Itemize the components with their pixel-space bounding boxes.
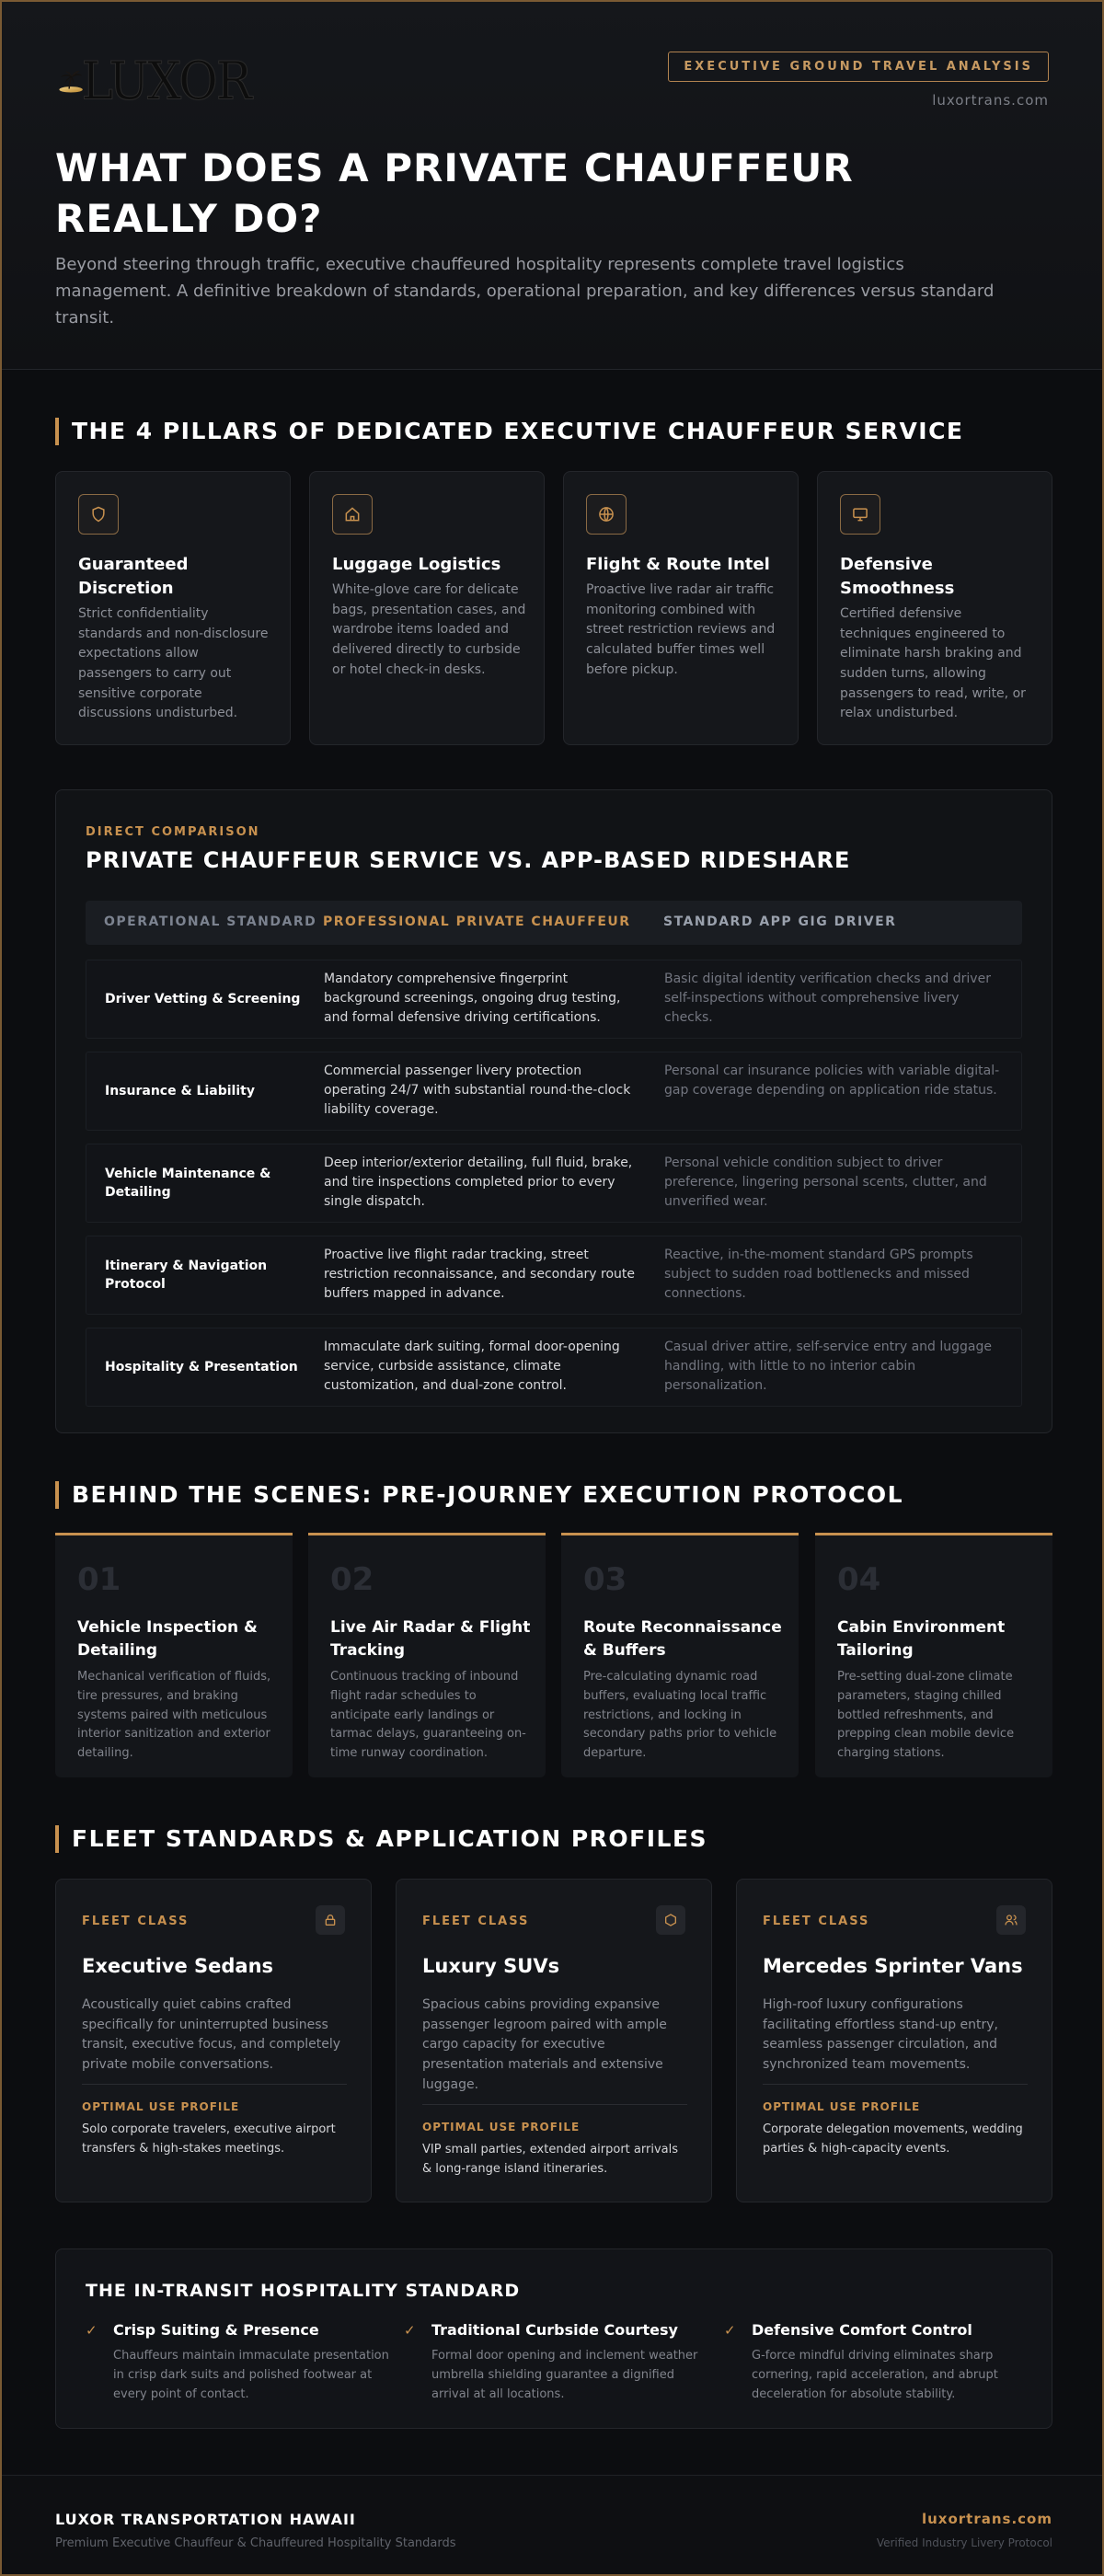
table-row	[86, 1144, 1022, 1223]
fleet-class-label: FLEET CLASS	[82, 1915, 190, 1928]
shield-icon	[78, 494, 119, 535]
pillar-title: Guaranteed Discretion	[78, 555, 189, 599]
fleet-divider	[763, 2084, 1028, 2085]
fleet-desc: Acoustically quiet cabins crafted specifically for uninterrupted business transit, executive focus, and completely private mobile conversations.	[82, 1997, 341, 2073]
step-title: Vehicle Inspection & Detailing	[77, 1618, 258, 1660]
row-standard: Insurance & Liability	[105, 1084, 255, 1098]
step-number: 04	[837, 1561, 881, 1598]
pillar-card-smoothness	[817, 471, 1052, 745]
step-desc: Pre-setting dual-zone climate parameters, staging chilled bottled refreshments, and prepping clean mobile device charging stations.	[837, 1670, 1015, 1761]
pillar-title: Defensive Smoothness	[840, 555, 955, 599]
pillar-card-flight-intel	[563, 471, 799, 745]
table-row	[86, 1328, 1022, 1407]
pillar-desc: Certified defensive techniques engineered to eliminate harsh braking and sudden turns, allowing passengers to read, write, or relax undisturbed.	[840, 606, 1026, 721]
footer-brand: LUXOR TRANSPORTATION HAWAII	[55, 2511, 356, 2528]
protocol-step-2	[308, 1533, 546, 1777]
table-row	[86, 1052, 1022, 1131]
step-desc: Mechanical verification of fluids, tire pressures, and braking systems paired with meticulous interior sanitization and exterior detailing.	[77, 1670, 271, 1761]
check-icon: ✓	[404, 2322, 416, 2339]
fleet-desc: Spacious cabins providing expansive passenger legroom paired with ample cargo capacity for executive presentation materials and extensive luggage.	[422, 1997, 667, 2092]
fleet-title: Mercedes Sprinter Vans	[763, 1955, 1023, 1977]
row-chauffeur: Proactive live flight radar tracking, street restriction reconnaissance, and secondary route buffers mapped in advance.	[324, 1248, 636, 1301]
pillars-heading: THE 4 PILLARS OF DEDICATED EXECUTIVE CHAUFFEUR SERVICE	[55, 418, 964, 445]
footer-domain-link[interactable]: luxortrans.com	[921, 2511, 1052, 2527]
hospitality-item-title: Crisp Suiting & Presence	[113, 2321, 319, 2339]
comparison-title: PRIVATE CHAUFFEUR SERVICE VS. APP-BASED RIDESHARE	[86, 847, 851, 873]
fleet-use-label: OPTIMAL USE PROFILE	[763, 2100, 921, 2113]
hospitality-item-desc: Formal door opening and inclement weather umbrella shielding guarantee a dignified arrival at all locations.	[431, 2349, 698, 2401]
step-title: Cabin Environment Tailoring	[837, 1618, 1006, 1660]
header-chauffeur: PROFESSIONAL PRIVATE CHAUFFEUR	[323, 914, 631, 929]
hospitality-panel	[55, 2248, 1052, 2429]
step-number: 01	[77, 1561, 121, 1598]
row-standard: Driver Vetting & Screening	[105, 992, 301, 1006]
fleet-use-profile: Solo corporate travelers, executive airport transfers & high-stakes meetings.	[82, 2122, 336, 2156]
analysis-badge: EXECUTIVE GROUND TRAVEL ANALYSIS	[668, 52, 1049, 82]
fleet-use-profile: Corporate delegation movements, wedding parties & high-capacity events.	[763, 2122, 1023, 2156]
step-desc: Pre-calculating dynamic road buffers, evaluating local traffic restrictions, and locking in secondary paths prior to vehicle departure.	[583, 1670, 777, 1761]
check-icon: ✓	[86, 2322, 98, 2339]
row-chauffeur: Deep interior/exterior detailing, full fluid, brake, and tire inspections completed prior to every single dispatch.	[324, 1156, 633, 1209]
fleet-title: Luxury SUVs	[422, 1955, 560, 1977]
header-standard: OPERATIONAL STANDARD	[104, 914, 317, 929]
step-number: 02	[330, 1561, 374, 1598]
fleet-class-label: FLEET CLASS	[422, 1915, 530, 1928]
hospitality-item-title: Traditional Curbside Courtesy	[431, 2321, 678, 2339]
header-gig: STANDARD APP GIG DRIVER	[663, 914, 897, 929]
fleet-card-sedans	[55, 1879, 372, 2202]
protocol-step-1	[55, 1533, 293, 1777]
fleet-desc: High-roof luxury configurations facilitating effortless stand-up entry, seamless passenger circulation, and synchronized team movements.	[763, 1997, 998, 2073]
table-row	[86, 1236, 1022, 1315]
pillar-desc: White-glove care for delicate bags, presentation cases, and wardrobe items loaded and delivered directly to curbside or hotel check-in desks.	[332, 582, 526, 677]
fleet-use-profile: VIP small parties, extended airport arrivals & long-range island itineraries.	[422, 2143, 678, 2176]
fleet-class-label: FLEET CLASS	[763, 1915, 870, 1928]
pillar-desc: Proactive live radar air traffic monitoring combined with street restriction reviews and calculated buffer times well before pickup.	[586, 582, 776, 677]
table-row	[86, 960, 1022, 1039]
pillar-title: Luggage Logistics	[332, 555, 501, 574]
row-chauffeur: Mandatory comprehensive fingerprint background screenings, ongoing drug testing, and formal defensive driving certifications.	[324, 972, 621, 1025]
page-footer	[2, 2475, 1104, 2576]
check-icon: ✓	[724, 2322, 736, 2339]
comparison-table-header	[86, 901, 1022, 945]
lock-icon	[316, 1905, 345, 1935]
globe-icon	[586, 494, 627, 535]
row-gig: Reactive, in-the-moment standard GPS prompts subject to sudden road bottlenecks and missed connections.	[664, 1248, 973, 1301]
pillar-title: Flight & Route Intel	[586, 555, 770, 574]
row-standard: Vehicle Maintenance & Detailing	[105, 1167, 271, 1201]
step-desc: Continuous tracking of inbound flight radar schedules to anticipate early landings or tarmac delays, guaranteeing on-time runway coordination.	[330, 1670, 526, 1761]
fleet-title: Executive Sedans	[82, 1955, 274, 1977]
logo-wordmark: LUXOR	[81, 52, 250, 112]
row-gig: Personal vehicle condition subject to driver preference, lingering personal scents, clutter, and unverified wear.	[664, 1156, 987, 1209]
brand-logo[interactable]	[57, 50, 250, 114]
step-title: Live Air Radar & Flight Tracking	[330, 1618, 531, 1660]
row-chauffeur: Immaculate dark suiting, formal door-opening service, curbside assistance, climate customization, and dual-zone control.	[324, 1340, 620, 1393]
hexagon-icon	[656, 1905, 685, 1935]
step-title: Route Reconnaissance & Buffers	[583, 1618, 782, 1660]
footer-tagline: Premium Executive Chauffeur & Chauffeured Hospitality Standards	[55, 2536, 456, 2550]
fleet-use-label: OPTIMAL USE PROFILE	[82, 2100, 240, 2113]
hero-section	[2, 2, 1102, 370]
row-gig: Personal car insurance policies with variable digital-gap coverage depending on application ride status.	[664, 1064, 1000, 1098]
comparison-panel	[55, 789, 1052, 1433]
row-standard: Hospitality & Presentation	[105, 1360, 298, 1374]
fleet-card-sprinter	[736, 1879, 1052, 2202]
row-gig: Casual driver attire, self-service entry and luggage handling, with little to no interior cabin personalization.	[664, 1340, 992, 1393]
protocol-heading: BEHIND THE SCENES: PRE-JOURNEY EXECUTION PROTOCOL	[55, 1481, 903, 1509]
fleet-use-label: OPTIMAL USE PROFILE	[422, 2121, 581, 2133]
comparison-eyebrow: DIRECT COMPARISON	[86, 825, 260, 839]
monitor-icon	[840, 494, 880, 535]
hospitality-title: THE IN-TRANSIT HOSPITALITY STANDARD	[86, 2281, 521, 2301]
row-chauffeur: Commercial passenger livery protection operating 24/7 with substantial round-the-clock liability coverage.	[324, 1064, 631, 1117]
pillar-desc: Strict confidentiality standards and non-disclosure expectations allow passengers to carry out sensitive corporate discussions undisturbed.	[78, 606, 269, 721]
fleet-card-suvs	[396, 1879, 712, 2202]
page-title: WHAT DOES A PRIVATE CHAUFFEUR REALLY DO?	[55, 145, 854, 241]
protocol-step-3	[561, 1533, 799, 1777]
row-standard: Itinerary & Navigation Protocol	[105, 1259, 268, 1293]
page-intro: Beyond steering through traffic, executive chauffeured hospitality represents complete travel logistics management. A definitive breakdown of standards, operational preparation, and key differences versus standard transit.	[55, 255, 995, 328]
hospitality-item-desc: Chauffeurs maintain immaculate presentation in crisp dark suits and polished footwear at every point of contact.	[113, 2349, 389, 2401]
protocol-step-4	[815, 1533, 1052, 1777]
step-number: 03	[583, 1561, 627, 1598]
home-icon	[332, 494, 373, 535]
footer-note: Verified Industry Livery Protocol	[876, 2536, 1052, 2549]
fleet-heading: FLEET STANDARDS & APPLICATION PROFILES	[55, 1825, 707, 1853]
pillar-card-luggage	[309, 471, 545, 745]
row-gig: Basic digital identity verification checks and driver self-inspections without comprehensive livery checks.	[664, 972, 991, 1025]
pillar-card-discretion	[55, 471, 291, 745]
users-icon	[996, 1905, 1026, 1935]
fleet-divider	[422, 2104, 687, 2105]
hospitality-item-title: Defensive Comfort Control	[752, 2321, 972, 2339]
fleet-divider	[82, 2084, 347, 2085]
header-domain-link[interactable]: luxortrans.com	[932, 92, 1049, 109]
hospitality-item-desc: G-force mindful driving eliminates sharp cornering, rapid acceleration, and abrupt deceleration for absolute stability.	[752, 2349, 998, 2401]
